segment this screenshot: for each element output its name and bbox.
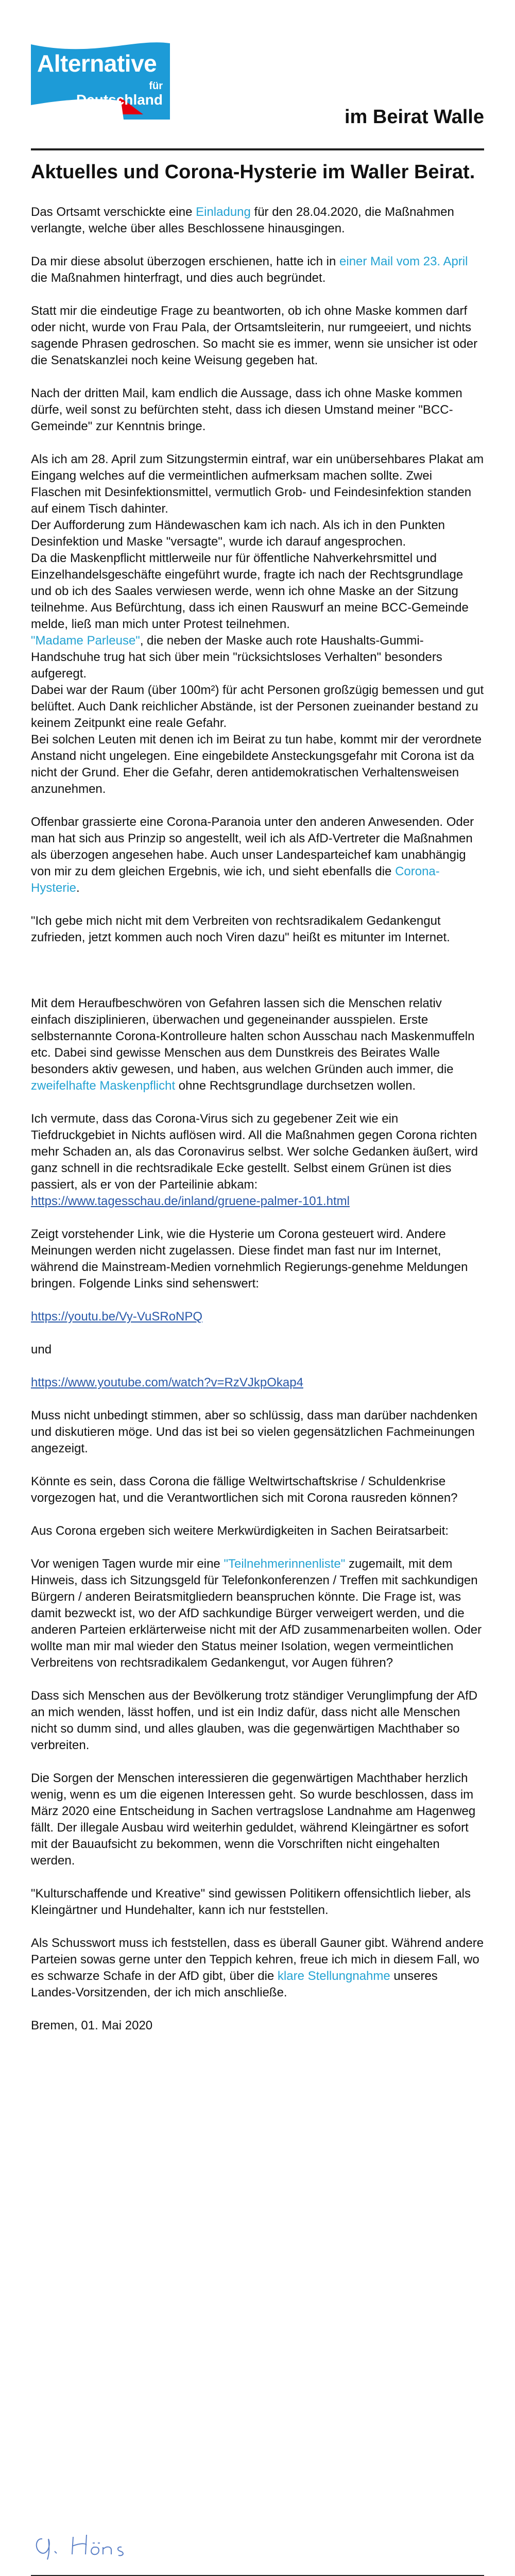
paragraph-tiefdruck [31, 1111, 484, 1210]
paragraph-schlusswort [31, 1935, 484, 2001]
paragraph-gefahren [31, 995, 484, 1094]
stellungnahme-link[interactable]: klare Stellungnahme [277, 1969, 390, 1983]
page-title: im Beirat Walle [344, 106, 484, 128]
paragraph-einladung [31, 204, 484, 237]
paragraph-kulturschaffende: "Kulturschaffende und Kreative" sind gewissen Politikern offensichtlich lieber, als Kleingärtner und Hundehalter, kann ich nur feststellen. [31, 1887, 471, 1917]
handwritten-signature [31, 2523, 134, 2565]
paragraph-text: Dabei war der Raum (über 100m²) für acht Personen großzügig bemessen und gut belüftet. Auch Dank reichlicher Abstände, ist der Personen zueinander bestand zu keinem Zeitpunkt eine reale Gefahr. [31, 683, 484, 730]
paragraph-text: . [76, 881, 80, 895]
paragraph-beiratsarbeit: Aus Corona ergeben sich weitere Merkwürdigkeiten in Sachen Beiratsarbeit: [31, 1524, 449, 1538]
paragraph-weltwirtschaft: Könnte es sein, dass Corona die fällige Weltwirtschaftskrise / Schuldenkrise vorgezogen hat, und die Verantwortlichen sich mit Corona rausreden können? [31, 1475, 458, 1505]
logo-text-deutschland: Deutschland [76, 92, 163, 108]
page-header [0, 0, 515, 134]
paragraph-sitzung [31, 451, 484, 798]
logo-text-fuer: für [149, 80, 163, 92]
paragraph-bevoelkerung: Dass sich Menschen aus der Bevölkerung trotz ständiger Verunglimpfung der AfD an mich wenden, lässt hoffen, und ist ein Indiz dafür, dass nicht alle Menschen nicht so dumm sind, und alles glauben, was die gegenwärtigen Machthaber so verbreiten. [31, 1689, 478, 1752]
youtube-link-2-line [31, 1375, 484, 1391]
paragraph-dritte-mail: Nach der dritten Mail, kam endlich die Aussage, dass ich ohne Maske kommen dürfe, weil sonst zu befürchten steht, dass ich diesen Umstand meiner "BCC-Gemeinde" zur Kenntnis bringe. [31, 386, 462, 433]
spacer [31, 962, 484, 995]
teilnehmerliste-link[interactable]: "Teilnehmerinnenliste" [224, 1557, 346, 1571]
corona-hysterie-link[interactable]: Corona-Hysterie [31, 865, 440, 895]
paragraph-text: ohne Rechtsgrundlage durchsetzen wollen. [175, 1079, 416, 1093]
paragraph-sorgen: Die Sorgen der Menschen interessieren die gegenwärtigen Machthaber herzlich wenig, wenn es um die eigenen Interessen geht. So wurde beschlossen, dass im März 2020 eine Entscheidung in Sachen vertragslose Landnahme am Hagenweg fällt. Der illegale Ausbau wird weiterhin geduldet, während Kleingärtner es sofort mit der Bauaufsicht zu bekommen, wenn die Vorschriften nicht eingehalten werden. [31, 1771, 476, 1868]
paragraph-text: Da die Maskenpflicht mittlerweile nur für öffentliche Nahverkehrsmittel und Einzelhandelsgeschäfte eingeführt wurde, fragte ich nach der Rechtsgrundlage und ob ich des Saales verwiesen werde, wenn ich ohne Maske an der Sitzung teilnehme. Aus Befürchtung, dass ich einen Rauswurf an meine BCC-Gemeinde melde, ließ man mich unter Protest teilnehmen. [31, 551, 469, 631]
mail-link[interactable]: einer Mail vom 23. April [339, 255, 468, 268]
paragraph-text: Bei solchen Leuten mit denen ich im Beirat zu tun habe, kommt mir der verordnete Anstand nicht ungelegen. Eine eingebildete Ansteckungsgefahr mit Corona ist da nicht der Grund. Eher die Gefahr, deren antidemokratischen Verhaltensweisen anzunehmen. [31, 733, 482, 796]
paragraph-text: die Maßnahmen hinterfragt, und dies auch begründet. [31, 271, 326, 285]
afd-logo[interactable] [31, 37, 170, 120]
paragraph-text: für den 28.04.2020, die Maßnahmen verlangte, welche über alles Beschlossene hinausgingen. [31, 205, 454, 235]
article-body [31, 161, 484, 2050]
article-heading: Aktuelles und Corona-Hysterie im Waller Beirat. [31, 161, 475, 183]
paragraph-fachmeinungen: Muss nicht unbedingt stimmen, aber so schlüssig, dass man darüber nachdenken und diskutieren möge. Und das ist bei so vielen gegensätzlichen Fachmeinungen angezeigt. [31, 1409, 478, 1455]
paragraph-text: Das Ortsamt verschickte eine [31, 205, 196, 219]
paragraph-paranoia [31, 814, 484, 896]
article-date: Bremen, 01. Mai 2020 [31, 2019, 153, 2032]
connector-und: und [31, 1343, 52, 1357]
logo-text: Alternative [37, 50, 157, 77]
youtube-link-1[interactable]: https://youtu.be/Vy-VuSRoNPQ [31, 1310, 203, 1324]
youtube-link-1-line [31, 1309, 484, 1325]
paragraph-teilnehmerliste [31, 1556, 484, 1671]
paragraph-quote: "Ich gebe mich nicht mit dem Verbreiten von rechtsradikalem Gedankengut zufrieden, jetzt kommen auch noch Viren dazu" heißt es mitunter im Internet. [31, 914, 450, 944]
paragraph-hysterie: Zeigt vorstehender Link, wie die Hysterie um Corona gesteuert wird. Andere Meinungen werden nicht zugelassen. Diese findet man fast nur im Internet, während die Mainstream-Medien vornehmlich Regierungs-genehme Meldungen bringen. Folgende Links sind sehenswert: [31, 1227, 468, 1291]
paragraph-text: , die neben der Maske auch rote Haushalts-Gummi-Handschuhe trug hat sich über mein "rücksichtsloses Verhalten" besonders aufgeregt. [31, 634, 442, 681]
madame-parleuse-link[interactable]: "Madame Parleuse" [31, 634, 140, 648]
paragraph-text: Da mir diese absolut überzogen erschienen, hatte ich in [31, 255, 340, 268]
youtube-link-2[interactable]: https://www.youtube.com/watch?v=RzVJkpOkap4 [31, 1376, 303, 1389]
paragraph-ortsamt: Statt mir die eindeutige Frage zu beantworten, ob ich ohne Maske kommen darf oder nicht, wurde von Frau Pala, der Ortsamtsleiterin, nur rumgeeiert, und nichts sagende Phrasen gedroschen. So macht sie es immer, wenn sie unsicher ist oder die Senatskanzlei noch keine Weisung gegeben hat. [31, 304, 478, 367]
paragraph-text: Als ich am 28. April zum Sitzungstermin eintraf, war ein unübersehbares Plakat am Eingang welches auf die vermeintlichen aufmerksam machen sollte. Zwei Flaschen mit Desinfektionsmittel, vermutlich Grob- und Feindesinfektion standen auf einem Tisch dahinter. [31, 452, 484, 516]
header-divider [31, 148, 484, 150]
paragraph-text: Vor wenigen Tagen wurde mir eine [31, 1557, 224, 1571]
paragraph-text: Mit dem Heraufbeschwören von Gefahren lassen sich die Menschen relativ einfach disziplinieren, überwachen und gegeneinander ausspielen. Erste selbsternannte Corona-Kontrolleure halten schon Ausschau nach Maskenmuffeln etc. Dabei sind gewisse Menschen aus dem Dunstkreis des Beirates Walle besonders aktiv gewesen, und haben, aus welchen Gründen auch immer, die [31, 996, 475, 1076]
paragraph-text: Offenbar grassierte eine Corona-Paranoia unter den anderen Anwesenden. Oder man hat sich aus Prinzip so angestellt, weil ich als AfD-Vertreter die Maßnahmen als überzogen angesehen habe. Auch unser Landesparteichef kam unabhängig von mir zu dem gleichen Ergebnis, wie ich, und sieht ebenfalls die [31, 815, 474, 878]
paragraph-text: zugemailt, mit dem Hinweis, dass ich Sitzungsgeld für Telefonkonferenzen / Treffen mit sachkundigen Bürgern / anderen Beiratsmitgliedern beanspruchen könnte. Die Frage ist, was damit bezweckt ist, wo der AfD sachkundige Bürger verweigert werden, und die anderen Parteien erklärterweise nicht mit der AfD zusammenarbeiten wollen. Oder wollte man mir mal wieder den Status meiner Isolation, wegen vermeintlichen Verbreitens von rechtsradikalem Gedankengut, vor Augen führen? [31, 1557, 482, 1670]
einladung-link[interactable]: Einladung [196, 205, 251, 219]
maskenpflicht-link[interactable]: zweifelhafte Maskenpflicht [31, 1079, 176, 1093]
paragraph-text: Als Schusswort muss ich feststellen, dass es überall Gauner gibt. Während andere Parteien sowas gerne unter den Teppich kehren, freue ich mich in diesem Fall, wo es schwarze Schafe in der AfD gibt, über die [31, 1936, 484, 1983]
paragraph-text: Ich vermute, dass das Corona-Virus sich zu gegebener Zeit wie ein Tiefdruckgebiet in Nichts auflösen wird. All die Maßnahmen gegen Corona richten mehr Schaden an, als das Coronavirus selbst. Wer solche Gedanken äußert, wird ganz schnell in die rechtsradikale Ecke gestellt. Selbst einem Grünen ist dies passiert, als er von der Parteilinie abkam: [31, 1112, 478, 1192]
paragraph-text: unseres Landes-Vorsitzenden, der ich mich anschließe. [31, 1969, 438, 1999]
paragraph-mail [31, 253, 484, 286]
paragraph-text: Der Aufforderung zum Händewaschen kam ich nach. Als ich in den Punkten Desinfektion und Maske "versagte", wurde ich darauf angesprochen. [31, 518, 445, 549]
tagesschau-link[interactable]: https://www.tagesschau.de/inland/gruene-palmer-101.html [31, 1194, 350, 1208]
